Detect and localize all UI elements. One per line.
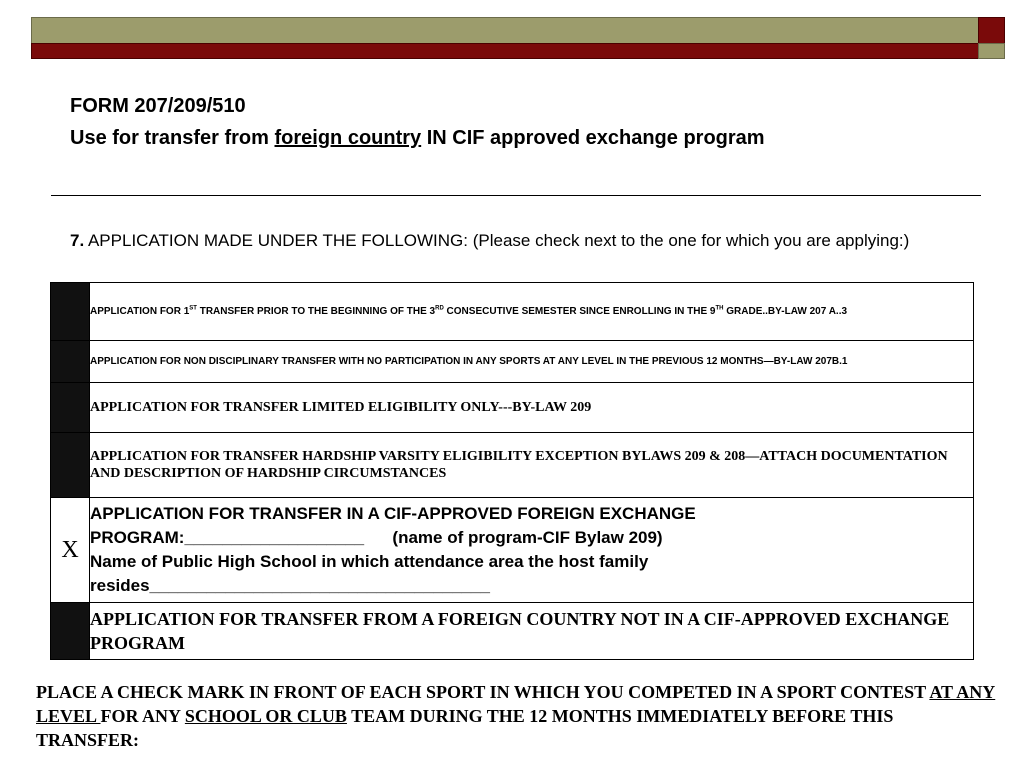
option-5-line-2 [90, 526, 973, 550]
divider-line [51, 195, 981, 196]
question-7 [70, 229, 970, 253]
school-name-blank[interactable]: ____________________________________ [149, 576, 490, 595]
form-subtitle [70, 127, 765, 150]
program-name-blank[interactable]: ___________________ [184, 528, 365, 547]
option-1-sup-rd: RD [435, 305, 444, 312]
header-square-maroon [978, 17, 1005, 43]
option-checkbox-5[interactable]: X [51, 498, 90, 603]
option-row-3 [51, 383, 974, 433]
question-text: APPLICATION MADE UNDER THE FOLLOWING: (Please check next to the one for which you are applying:) [84, 231, 910, 250]
footer-part-1: PLACE A CHECK MARK IN FRONT OF EACH SPORT IN WHICH YOU COMPETED IN A SPORT CONTEST [36, 682, 930, 702]
subtitle-suffix: IN CIF approved exchange program [421, 127, 765, 149]
option-checkbox-2[interactable] [51, 341, 90, 383]
footer-underline-school-club: SCHOOL OR CLUB [184, 706, 347, 726]
option-checkbox-6[interactable] [51, 603, 90, 660]
option-row-4 [51, 433, 974, 498]
option-1-part-a: APPLICATION FOR 1 [90, 305, 190, 317]
option-row-2 [51, 341, 974, 383]
subtitle-underlined: foreign country [274, 127, 422, 149]
option-5-line-1: APPLICATION FOR TRANSFER IN A CIF-APPROVED FOREIGN EXCHANGE [90, 504, 696, 523]
option-1-part-c: CONSECUTIVE SEMESTER SINCE ENROLLING IN THE 9 [443, 305, 716, 317]
program-label: PROGRAM: [90, 528, 185, 547]
header-square-olive [978, 43, 1005, 59]
option-1-part-b: TRANSFER PRIOR TO THE BEGINNING OF THE 3 [196, 305, 436, 317]
footer-part-2: FOR ANY [100, 706, 185, 726]
option-1-sup-st: ST [189, 305, 197, 312]
option-1-part-d: GRADE..BY-LAW 207 A..3 [723, 305, 848, 317]
sport-instructions [36, 680, 996, 752]
resides-label: resides [90, 576, 150, 595]
option-checkbox-1[interactable] [51, 283, 90, 341]
options-table [50, 282, 974, 660]
option-text-6: APPLICATION FOR TRANSFER FROM A FOREIGN COUNTRY NOT IN A CIF-APPROVED EXCHANGE PROGRAM [90, 603, 974, 660]
header-band-olive [31, 17, 979, 43]
footer-part-3: TEAM DURING THE 12 MONTHS IMMEDIATELY BEFORE THIS TRANSFER: [36, 706, 894, 750]
option-checkbox-3[interactable] [51, 383, 90, 433]
program-note: (name of program-CIF Bylaw 209) [364, 528, 663, 547]
option-5-line-3: Name of Public High School in which attendance area the host family [90, 552, 649, 571]
option-5-line-4 [90, 574, 973, 598]
option-text-4: APPLICATION FOR TRANSFER HARDSHIP VARSITY ELIGIBILITY EXCEPTION BYLAWS 209 & 208—ATTACH DOCUMENTATION AND DESCRIPTION OF HARDSHIP CIRCUMSTANCES [90, 433, 974, 498]
footer-underline-any-level: AT ANY LEVEL [36, 682, 996, 726]
option-text-5 [90, 498, 974, 603]
question-number: 7. [70, 231, 85, 250]
option-text-3: APPLICATION FOR TRANSFER LIMITED ELIGIBILITY ONLY---BY-LAW 209 [90, 383, 974, 433]
option-row-5 [51, 498, 974, 603]
header-band-maroon [31, 43, 979, 59]
form-title: FORM 207/209/510 [70, 95, 246, 117]
option-checkbox-4[interactable] [51, 433, 90, 498]
option-1-sup-th: TH [715, 305, 724, 312]
option-text-1 [90, 283, 974, 341]
subtitle-prefix: Use for transfer from [70, 127, 275, 149]
option-row-6 [51, 603, 974, 660]
option-text-2: APPLICATION FOR NON DISCIPLINARY TRANSFER WITH NO PARTICIPATION IN ANY SPORTS AT ANY LEVEL IN THE PREVIOUS 12 MONTHS—BY-LAW 207B.1 [90, 341, 974, 383]
option-row-1 [51, 283, 974, 341]
